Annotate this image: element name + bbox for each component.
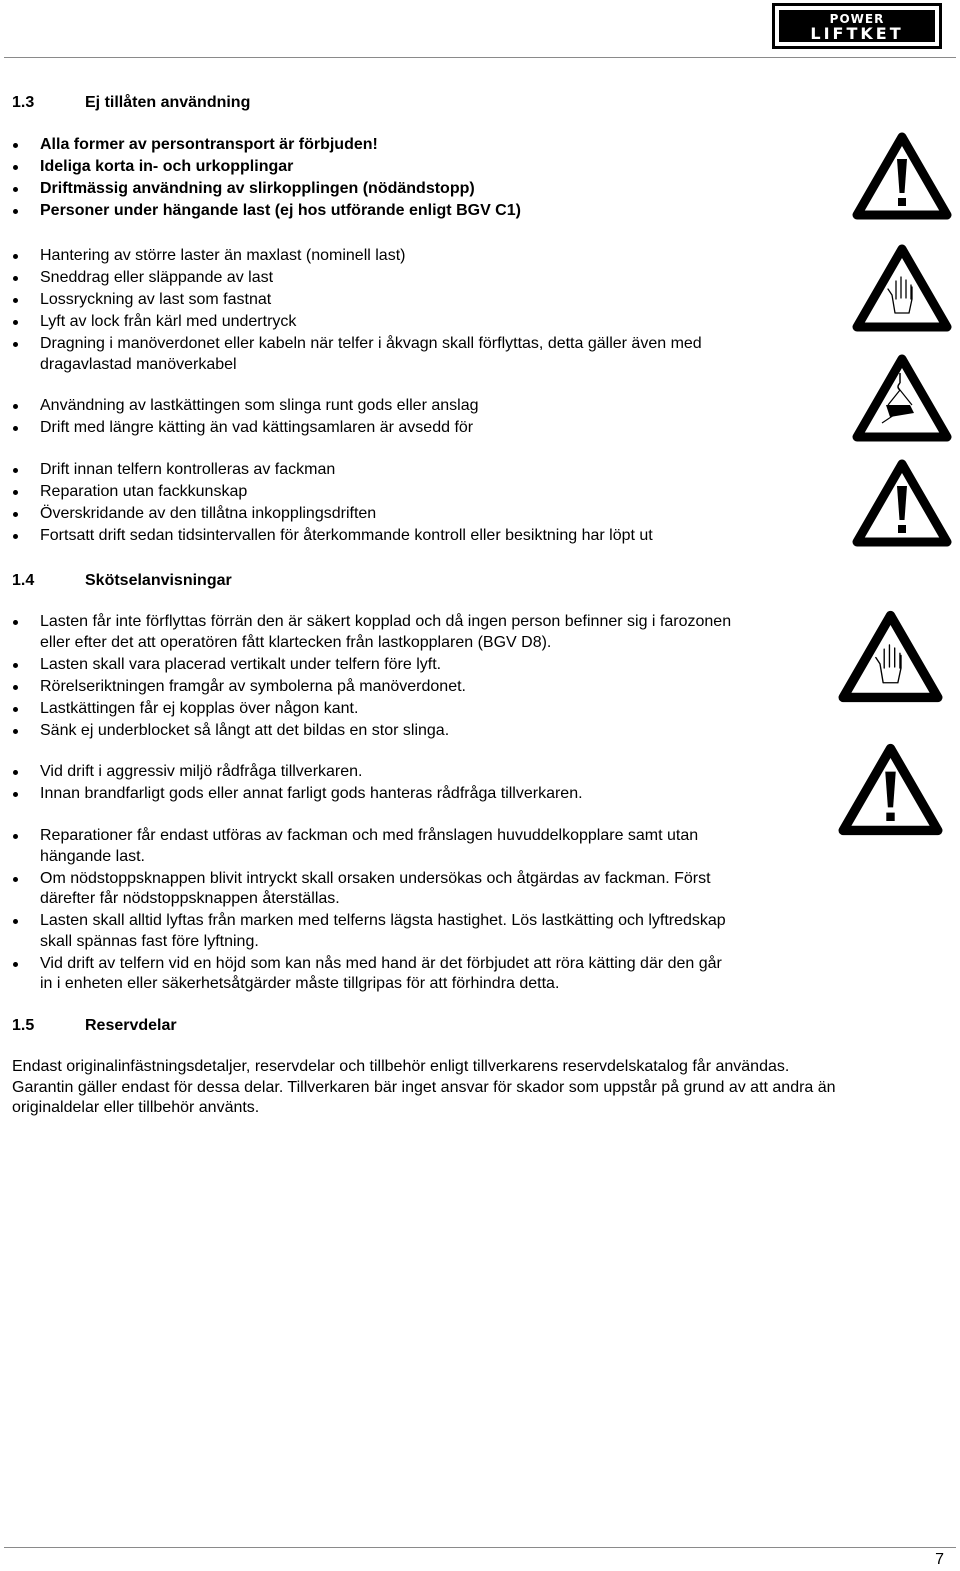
bullet-list-prohibited-bold bbox=[0, 135, 521, 223]
list-item: Lastkättingen får ej kopplas över någon kant. bbox=[0, 699, 731, 720]
list-item: Reparation utan fackkunskap bbox=[0, 482, 653, 503]
power-liftket-logo bbox=[772, 3, 942, 49]
logo-line-1: POWER bbox=[829, 12, 885, 26]
bullet-list-prohibited-chain bbox=[0, 396, 479, 440]
exclamation-warning-icon bbox=[852, 131, 952, 221]
list-item: Vid drift av telfern vid en höjd som kan nås med hand är det förbjudet att röra kätting där den går in i enheten eller säkerhetsåtgärder måste tillgripas för att förhindra detta. bbox=[0, 954, 726, 995]
section-title: Skötselanvisningar bbox=[85, 572, 232, 589]
list-item: Sneddrag eller släppande av last bbox=[0, 268, 702, 289]
bullet-list-prohibited-operation bbox=[0, 460, 653, 548]
bullet-list-care-load bbox=[0, 612, 731, 743]
list-item: Hantering av större laster än maxlast (nominell last) bbox=[0, 246, 702, 267]
bullet-list-prohibited-load bbox=[0, 246, 702, 377]
section-heading-1-4 bbox=[12, 571, 232, 590]
list-item: Om nödstoppsknappen blivit intryckt skall orsaken undersökas och åtgärdas av fackman. Först därefter får nödstoppsknappen återställas. bbox=[0, 869, 726, 910]
section-heading-1-5 bbox=[12, 1016, 177, 1035]
hand-warning-icon bbox=[838, 608, 943, 705]
section-number: 1.3 bbox=[12, 94, 35, 111]
list-item: Personer under hängande last (ej hos utförande enligt BGV C1) bbox=[0, 201, 521, 222]
list-item: Lasten skall alltid lyftas från marken med telferns lägsta hastighet. Lös lastkätting och lyftredskap skall spännas fast före lyftning. bbox=[0, 911, 726, 952]
section-number: 1.4 bbox=[12, 572, 35, 589]
list-item: Överskridande av den tillåtna inkopplingsdriften bbox=[0, 504, 653, 525]
list-item: Rörelseriktningen framgår av symbolerna på manöverdonet. bbox=[0, 677, 731, 698]
list-item: Reparationer får endast utföras av fackman och med frånslagen huvuddelkopplare samt utan hängande last. bbox=[0, 826, 726, 867]
footer-divider bbox=[4, 1547, 956, 1548]
section-number: 1.5 bbox=[12, 1017, 35, 1034]
exclamation-warning-icon bbox=[838, 741, 943, 838]
list-item: Lasten får inte förflyttas förrän den är säkert kopplad och då ingen person befinner sig i farozonen eller efter det att operatören fått klartecken från lastkopplaren (BGV D8). bbox=[0, 612, 731, 653]
list-item: Drift med längre kätting än vad kättingsamlaren är avsedd för bbox=[0, 418, 479, 439]
list-item: Dragning i manöverdonet eller kabeln när telfer i åkvagn skall förflyttas, detta gäller även med dragavlastad manöverkabel bbox=[0, 334, 702, 375]
bullet-list-care-repair bbox=[0, 826, 726, 996]
list-item: Lasten skall vara placerad vertikalt under telfern före lyft. bbox=[0, 655, 731, 676]
list-item: Lyft av lock från kärl med undertryck bbox=[0, 312, 702, 333]
list-item: Ideliga korta in- och urkopplingar bbox=[0, 157, 521, 178]
hand-warning-icon bbox=[852, 243, 952, 333]
suspended-load-warning-icon bbox=[852, 353, 952, 443]
bullet-list-care-environment bbox=[0, 762, 583, 806]
section-heading-1-3 bbox=[12, 93, 250, 112]
list-item: Vid drift i aggressiv miljö rådfråga tillverkaren. bbox=[0, 762, 583, 783]
list-item: Innan brandfarligt gods eller annat farligt gods hanteras rådfråga tillverkaren. bbox=[0, 784, 583, 805]
header-divider bbox=[4, 57, 956, 58]
list-item: Fortsatt drift sedan tidsintervallen för återkommande kontroll eller besiktning har löpt ut bbox=[0, 526, 653, 547]
list-item: Lossryckning av last som fastnat bbox=[0, 290, 702, 311]
list-item: Sänk ej underblocket så långt att det bildas en stor slinga. bbox=[0, 721, 731, 742]
section-title: Ej tillåten användning bbox=[85, 94, 251, 111]
logo-line-2: LIFTKET bbox=[810, 24, 904, 43]
page-number: 7 bbox=[935, 1551, 944, 1568]
list-item: Alla former av persontransport är förbjuden! bbox=[0, 135, 521, 156]
list-item: Driftmässig användning av slirkopplingen (nödändstopp) bbox=[0, 179, 521, 200]
section-title: Reservdelar bbox=[85, 1017, 177, 1034]
list-item: Användning av lastkättingen som slinga runt gods eller anslag bbox=[0, 396, 479, 417]
spare-parts-paragraph: Endast originalinfästningsdetaljer, reservdelar och tillbehör enligt tillverkarens reservdelskatalog får användas. Garantin gäller endast för dessa delar. Tillverkaren bär inget ansvar för skador som uppstår på grund av att andra än originaldelar eller tillbehör använts. bbox=[12, 1058, 836, 1117]
list-item: Drift innan telfern kontrolleras av fackman bbox=[0, 460, 653, 481]
exclamation-warning-icon bbox=[852, 458, 952, 548]
